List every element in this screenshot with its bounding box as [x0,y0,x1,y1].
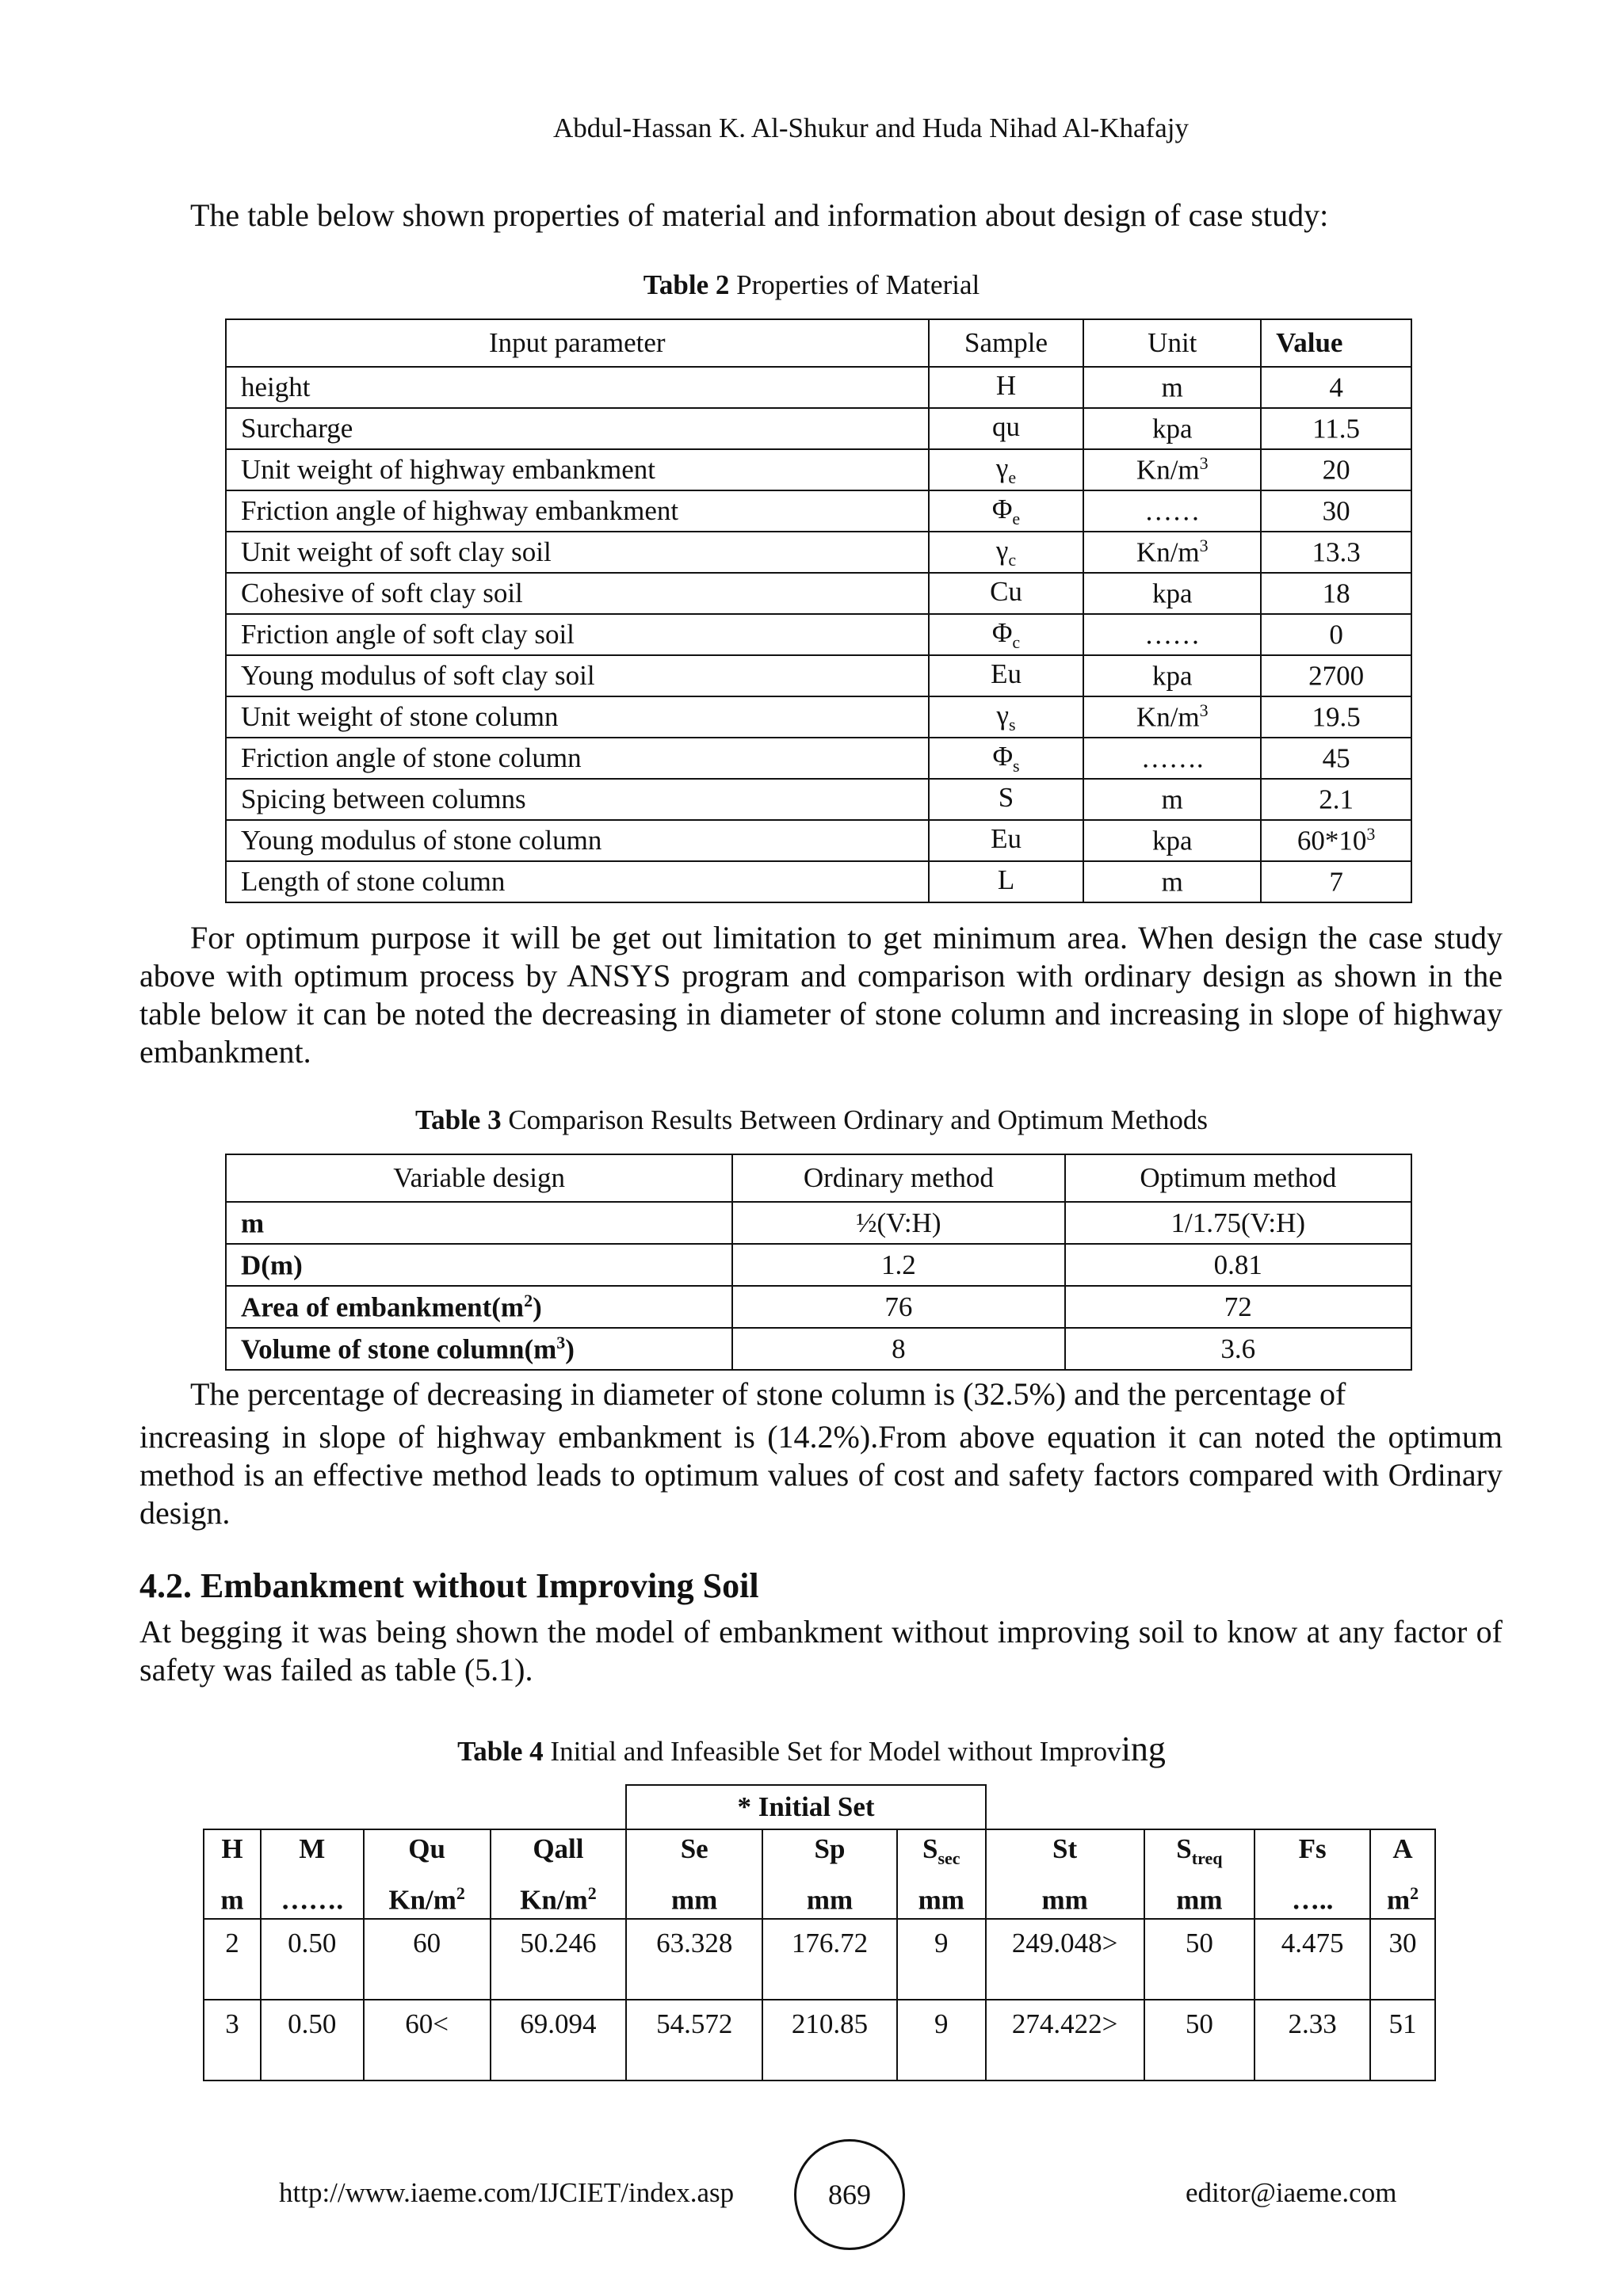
table-header-row [226,1154,1411,1202]
value-text: 7 [1329,866,1343,898]
header-cell [1144,1829,1255,1919]
header-unit-superscript: 2 [1410,1883,1419,1903]
value-cell [1261,573,1411,614]
unit-text: m [1161,372,1183,403]
header-top [262,1832,363,1876]
table-row [226,614,1411,655]
header-top [491,1832,626,1876]
optimum-cell: 0.81 [1065,1244,1411,1286]
table-row [226,490,1411,532]
table-cell: 60< [364,2000,491,2081]
unit-text: ……. [1140,742,1204,774]
sample-cell [929,614,1084,655]
value-text: 60*10 [1296,825,1367,856]
table-row [226,449,1411,490]
param-cell: Friction angle of soft clay soil [226,614,929,655]
header-symbol: M [299,1833,326,1864]
sample-cell [929,367,1084,408]
table-row [226,367,1411,408]
unit-cell [1083,532,1261,573]
param-cell: Young modulus of soft clay soil [226,655,929,696]
sample-subscript: c [1012,631,1021,652]
paragraph-percentage-line1: The percentage of decreasing in diameter of stone column is (32.5%) and the percentage of [190,1376,1346,1412]
value-superscript: 3 [1366,824,1376,845]
sample-symbol: H [995,369,1017,401]
variable-label-end: ) [565,1333,575,1365]
header-unit [262,1876,363,1918]
sample-symbol: Φ [991,493,1013,524]
unit-text: kpa [1152,825,1193,856]
header-unit [763,1876,896,1918]
unit-cell [1083,696,1261,738]
param-cell: Friction angle of highway embankment [226,490,929,532]
header-unit [898,1876,985,1918]
unit-text: …… [1144,619,1201,650]
unit-cell [1083,449,1261,490]
comparison-table [225,1154,1412,1371]
ordinary-cell: 8 [732,1328,1064,1370]
unit-text: Kn/m [1136,536,1200,568]
variable-superscript: 2 [524,1290,533,1310]
param-cell: Friction angle of stone column [226,738,929,779]
table-cell: 50 [1144,1919,1255,2000]
unit-text: m [1161,784,1183,815]
param-cell: Unit weight of stone column [226,696,929,738]
header-cell [1254,1829,1370,1919]
header-symbol: St [1052,1833,1078,1864]
unit-cell [1083,573,1261,614]
header-symbol: Fs [1298,1833,1327,1864]
header-unit-text: ….. [1291,1884,1334,1916]
header-unit [1255,1876,1369,1918]
header-cell [261,1829,364,1919]
sample-subscript: e [1008,467,1017,487]
sample-cell [929,655,1084,696]
table-cell: 9 [897,1919,986,2000]
table3-caption-label: Table 3 [414,1104,502,1135]
header-cell: Value [1261,319,1411,367]
sample-cell [929,449,1084,490]
header-cell: Input parameter [226,319,929,367]
value-cell [1261,532,1411,573]
sample-cell [929,532,1084,573]
sample-cell [929,490,1084,532]
variable-label: Area of embankment(m [241,1291,525,1323]
unit-cell [1083,820,1261,861]
header-top [898,1832,985,1876]
table2-caption-label: Table 2 [643,269,730,300]
header-cell: Ordinary method [732,1154,1064,1202]
value-cell [1261,449,1411,490]
initial-set-label: * Initial Set [626,1785,985,1829]
value-text: 18 [1322,578,1350,609]
sample-subscript: c [1008,549,1017,570]
table-row [204,1919,1435,2000]
sample-cell [929,573,1084,614]
sample-cell [929,738,1084,779]
variable-cell [226,1202,732,1244]
table-cell: 249.048> [986,1919,1144,2000]
value-cell [1261,820,1411,861]
unit-cell [1083,614,1261,655]
optimum-cell: 3.6 [1065,1328,1411,1370]
header-symbol: Qu [408,1833,445,1864]
header-top [987,1832,1144,1876]
table-cell: 2.33 [1254,2000,1370,2081]
unit-text: kpa [1152,578,1193,609]
param-cell: Surcharge [226,408,929,449]
variable-label: Volume of stone column(m [241,1333,557,1365]
table-row [226,779,1411,820]
unit-cell [1083,779,1261,820]
table-cell: 274.422> [986,2000,1144,2081]
header-unit-text: m [1386,1884,1411,1916]
value-cell [1261,696,1411,738]
unit-cell [1083,861,1261,902]
value-text: 11.5 [1312,413,1361,444]
table-cell: 0.50 [261,1919,364,2000]
param-cell: Cohesive of soft clay soil [226,573,929,614]
param-cell: Unit weight of highway embankment [226,449,929,490]
table-cell: 60 [364,1919,491,2000]
header-unit-text: mm [806,1884,854,1916]
param-cell: Spicing between columns [226,779,929,820]
header-unit-text: mm [671,1884,718,1916]
value-text: 2700 [1308,660,1365,692]
table4-caption [0,1729,1623,1769]
sample-cell [929,696,1084,738]
value-text: 2.1 [1319,784,1354,815]
header-top [627,1832,762,1876]
sample-symbol: Eu [991,658,1022,689]
table3-caption-text: Comparison Results Between Ordinary and Optimum Methods [501,1104,1209,1135]
header-cell: Optimum method [1065,1154,1411,1202]
header-symbol: Se [680,1833,708,1864]
sample-symbol: Φ [991,616,1013,648]
variable-cell [226,1328,732,1370]
sample-cell [929,820,1084,861]
header-unit [987,1876,1144,1918]
table2-caption-text: Properties of Material [729,269,980,300]
table-cell: 63.328 [626,1919,762,2000]
sample-cell [929,408,1084,449]
footer-email[interactable]: editor@iaeme.com [1186,2177,1397,2208]
table3-caption [0,1104,1623,1136]
value-text: 20 [1322,454,1350,486]
header-cell [491,1829,627,1919]
blank-cell [204,1785,626,1829]
table-cell: 176.72 [762,1919,897,2000]
sample-symbol: γ [995,452,1009,483]
table-row [226,820,1411,861]
header-top [1255,1832,1369,1876]
table4-caption-text: Initial and Infeasible Set for Model without Improv [543,1736,1121,1767]
header-cell [364,1829,491,1919]
footer-url[interactable]: http://www.iaeme.com/IJCIET/index.asp [279,2177,735,2208]
header-unit [1145,1876,1254,1918]
header-unit-superscript: 2 [456,1883,465,1903]
table-row [226,1328,1411,1370]
table-cell: 69.094 [491,2000,627,2081]
value-text: 30 [1322,495,1350,527]
sample-symbol: S [998,781,1014,813]
header-symbol: S [1176,1833,1192,1864]
variable-superscript: 3 [556,1332,566,1352]
table-row [226,861,1411,902]
table-row [226,696,1411,738]
header-unit-text: m [220,1884,244,1916]
blank-cell [986,1785,1435,1829]
variable-label: m [241,1207,265,1239]
table-row [226,532,1411,573]
sample-subscript: s [1013,755,1020,776]
optimum-cell: 72 [1065,1286,1411,1328]
param-cell: Length of stone column [226,861,929,902]
header-unit [627,1876,762,1918]
header-cell [1370,1829,1435,1919]
section-heading: 4.2. Embankment without Improving Soil [139,1566,759,1605]
header-top [1145,1832,1254,1876]
paragraph-begging: At begging it was being shown the model of embankment without improving soil to know at any factor of safety was failed as table (5.1). [139,1614,1503,1688]
table-cell: 4.475 [1254,1919,1370,2000]
table-cell: 54.572 [626,2000,762,2081]
unit-text: Kn/m [1136,701,1200,733]
unit-cell [1083,738,1261,779]
value-cell [1261,408,1411,449]
header-top [1371,1832,1434,1876]
table4-caption-tail: ing [1121,1730,1166,1768]
table-row [226,1286,1411,1328]
sample-symbol: γ [995,534,1009,566]
sample-cell [929,779,1084,820]
header-cell [897,1829,986,1919]
header-symbol: Sp [814,1833,846,1864]
variable-cell [226,1244,732,1286]
header-cell: Variable design [226,1154,732,1202]
value-text: 45 [1322,742,1350,774]
sample-symbol: Eu [991,822,1022,854]
header-unit-superscript: 2 [587,1883,597,1903]
header-subscript: treq [1191,1848,1223,1868]
intro-paragraph: The table below shown properties of material and information about design of case study: [190,197,1329,233]
header-symbol: S [922,1833,938,1864]
value-cell [1261,861,1411,902]
unit-text: …… [1144,495,1201,527]
header-unit-text: mm [1176,1884,1223,1916]
header-unit-text: mm [918,1884,964,1916]
table-row [204,2000,1435,2081]
value-cell [1261,367,1411,408]
table-row [226,1202,1411,1244]
unit-superscript: 3 [1199,536,1209,556]
initial-set-table [203,1784,1436,2081]
unit-text: m [1161,866,1183,898]
sample-subscript: e [1012,508,1021,528]
unit-cell [1083,367,1261,408]
sample-symbol: Φ [992,740,1014,772]
table-row [226,738,1411,779]
page-number: 869 [794,2139,905,2250]
header-unit [1371,1876,1434,1918]
table4-caption-label: Table 4 [457,1736,544,1767]
header-top [365,1832,490,1876]
unit-text: kpa [1152,413,1193,444]
header-cell [204,1829,261,1919]
unit-text: kpa [1152,660,1193,692]
ordinary-cell: ½(V:H) [732,1202,1064,1244]
table-cell: 51 [1370,2000,1435,2081]
table-cell: 50.246 [491,1919,627,2000]
header-unit-text: ……. [281,1884,344,1916]
param-cell: height [226,367,929,408]
header-symbol: Qall [533,1833,584,1864]
optimum-cell: 1/1.75(V:H) [1065,1202,1411,1244]
sample-symbol: Cu [990,575,1022,607]
table-cell: 50 [1144,2000,1255,2081]
value-cell [1261,779,1411,820]
table-header-row [226,319,1411,367]
param-cell: Young modulus of stone column [226,820,929,861]
sample-subscript: s [1008,714,1016,734]
header-cell [762,1829,897,1919]
value-text: 13.3 [1312,536,1361,568]
sample-cell [929,861,1084,902]
value-cell [1261,614,1411,655]
running-head: Abdul-Hassan K. Al-Shukur and Huda Nihad Al-Khafajy [553,113,1189,143]
unit-superscript: 3 [1199,453,1209,474]
unit-cell [1083,490,1261,532]
table-cell: 0.50 [261,2000,364,2081]
table-cell: 2 [204,1919,261,2000]
header-unit-text: Kn/m [520,1884,588,1916]
variable-cell [226,1286,732,1328]
header-top [763,1832,896,1876]
value-text: 0 [1329,619,1343,650]
variable-label-end: ) [533,1291,542,1323]
table-row [226,655,1411,696]
header-symbol: A [1392,1833,1413,1864]
unit-cell [1083,408,1261,449]
table-cell: 3 [204,2000,261,2081]
sample-symbol: qu [992,410,1021,442]
header-unit-text: mm [1041,1884,1088,1916]
header-cell [626,1829,762,1919]
ordinary-cell: 1.2 [732,1244,1064,1286]
ordinary-cell: 76 [732,1286,1064,1328]
unit-text: Kn/m [1136,454,1200,486]
value-cell [1261,655,1411,696]
variable-label: D(m) [241,1249,303,1281]
header-cell [986,1829,1144,1919]
unit-cell [1083,655,1261,696]
header-unit [204,1876,260,1918]
header-unit-text: Kn/m [388,1884,456,1916]
table-row [226,573,1411,614]
paragraph-optimum: For optimum purpose it will be get out limitation to get minimum area. When design the case study above with optimum process by ANSYS program and comparison with ordinary design as shown in the table below it can be noted the decreasing in diameter of stone column and increasing in slope of highway embankment. [139,920,1503,1070]
param-cell: Unit weight of soft clay soil [226,532,929,573]
table-cell: 30 [1370,1919,1435,2000]
table-row [226,408,1411,449]
table-cell: 9 [897,2000,986,2081]
value-cell [1261,738,1411,779]
properties-table [225,318,1412,903]
table-cell: 210.85 [762,2000,897,2081]
table-row [226,1244,1411,1286]
header-unit [365,1876,490,1918]
paragraph-percentage: increasing in slope of highway embankment is (14.2%).From above equation it can noted the optimum method is an effective method leads to optimum values of cost and safety factors compared with Ordinary design. [139,1419,1503,1531]
unit-superscript: 3 [1199,700,1209,721]
header-top [204,1832,260,1876]
value-cell [1261,490,1411,532]
value-text: 19.5 [1312,701,1361,733]
header-subscript: sec [938,1848,960,1868]
header-symbol: H [221,1833,243,1864]
table2-caption [0,269,1623,301]
value-text: 4 [1329,372,1343,403]
sample-symbol: L [997,864,1015,895]
sample-symbol: γ [996,699,1009,730]
header-cell: Sample [929,319,1084,367]
header-cell: Unit [1083,319,1261,367]
header-unit [491,1876,626,1918]
table-header-row [204,1829,1435,1919]
